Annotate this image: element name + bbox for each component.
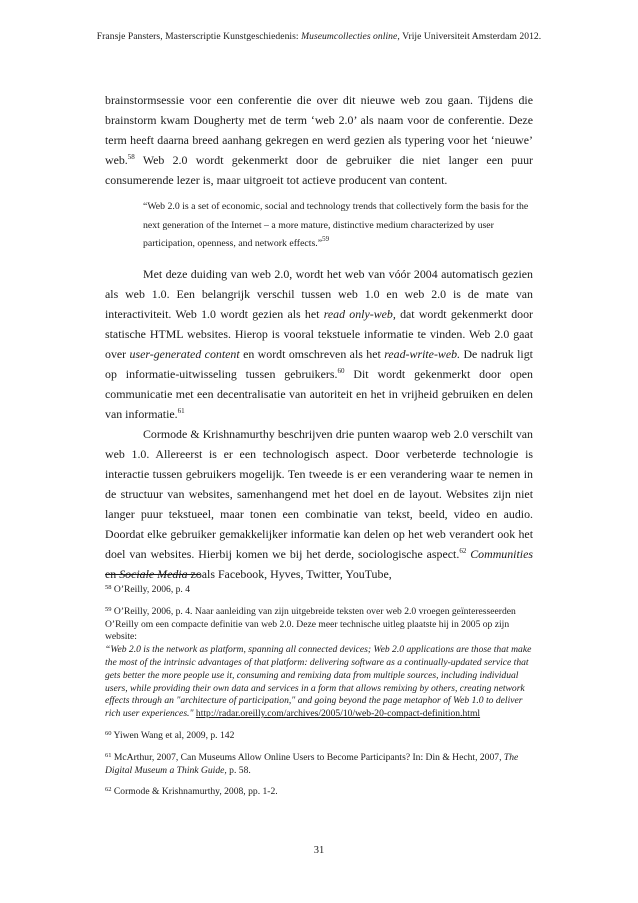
footnote-ref-61[interactable]: 61 (177, 406, 185, 415)
footnote-ref-59[interactable]: 59 (322, 235, 330, 244)
header-suffix: , Vrije Universiteit Amsterdam 2012. (397, 31, 542, 42)
oreilly-link[interactable]: http://radar.oreilly.com/archives/2005/10/web-20-compact-definition.html (195, 708, 481, 720)
running-header (0, 31, 638, 42)
footnote-divider (105, 574, 200, 575)
footnote-text: O’Reilly, 2006, p. 4 (111, 584, 191, 595)
paragraph-1-text: brainstormsessie voor een conferentie die over dit nieuwe web zou gaan. Tijdens die brainstorm kwam Dougherty met de term ‘web 2.0’ als naam voor de conferentie. Deze term heeft daarna breed aanhang gekregen en werd gezien als typering voor het ‘nieuwe’ web. (105, 93, 533, 167)
footnote-60 (105, 730, 533, 743)
footnote-number: 58 (105, 584, 112, 591)
paragraph-2 (105, 264, 533, 424)
footnote-text: McArthur, 2007, Can Museums Allow Online Users to Become Participants? In: Din & Hecht, 2007, (111, 751, 504, 763)
footnote-61 (105, 752, 533, 778)
footnote-text-after: p. 58. (226, 764, 251, 776)
footnote-number: 61 (105, 751, 112, 759)
header-prefix: Fransje Pansters, Masterscriptie Kunstgeschiedenis: (96, 31, 302, 42)
p2-italic-1: read only-web, (323, 306, 396, 321)
footnote-text: Yiwen Wang et al, 2009, p. 142 (111, 729, 235, 741)
paragraph-1-text-after: Web 2.0 wordt gekenmerkt door de gebruiker die niet langer een puur consumerende lezer is, maar uitgroeit tot actieve producent van content. (105, 153, 533, 187)
footnote-number: 59 (105, 605, 112, 613)
p3-text-3: zoals Facebook, Hyves, Twitter, YouTube, (187, 566, 392, 581)
footnote-book-title: The Digital Museum a Think Guide, (105, 751, 519, 776)
p2-italic-3: read-write-web. (384, 346, 461, 361)
quote-text: “Web 2.0 is a set of economic, social and technology trends that collectively form the basis for the next generation of the Internet – a more mature, distinctive medium characterized by user participation, openness, and network effects.” (143, 201, 529, 250)
page-number: 31 (313, 845, 325, 856)
footnote-62 (105, 786, 533, 799)
footnotes (105, 584, 533, 808)
p3-text-2: en (105, 566, 120, 581)
footnote-58 (105, 584, 533, 597)
p3-italic-1: Communities (470, 546, 533, 561)
p3-text-1: Cormode & Krishnamurthy beschrijven drie punten waarop web 2.0 verschilt van web 1.0. Allereerst is er een technologisch aspect. Door verbeterde technologie is interactie tussen gebruikers mogelijk. Ten tweede is er een verandering waar te nemen in de structuur van websites, samenhangend met het doel en de layout. Websites zijn niet langer puur tekstueel, maar tonen een combinatie van tekst, beeld, video en audio. Doordat elke gebruiker gemakkelijker informatie kan delen op het web verandert ook het doel van websites. Hierbij komen we bij het derde, sociologische aspect. (105, 426, 533, 561)
p3-italic-2: Sociale Media (119, 566, 188, 581)
block-quote (143, 198, 533, 254)
footnote-quote: “Web 2.0 is the network as platform, spanning all connected devices; Web 2.0 applications are those that make the most of the intrinsic advantages of that platform: delivering software as a continually-updated service that gets better the more people use it, consuming and remixing data from multiple sources, including individual users, while providing their own data and services in a form that allows remixing by others, creating network effects through an "architecture of participation," and going beyond the page metaphor of Web 1.0 to deliver rich user experiences." (105, 644, 532, 720)
p2-text-2: dat wordt gekenmerkt door statische HTML websites. Hierop is vooral tekstuele informatie te vinden. Web 2.0 gaat over (105, 306, 533, 361)
footnote-number: 62 (105, 786, 112, 794)
footnote-ref-62[interactable]: 62 (459, 546, 467, 555)
p2-text-3: en wordt omschreven als het (239, 346, 385, 361)
footnote-text: Cormode & Krishnamurthy, 2008, pp. 1-2. (111, 786, 278, 798)
footnote-ref-58[interactable]: 58 (127, 153, 135, 161)
p2-italic-2: user-generated content (129, 346, 240, 361)
header-title-italic: Museumcollecties online (301, 31, 398, 42)
footnote-text: O’Reilly, 2006, p. 4. Naar aanleiding van zijn uitgebreide teksten over web 2.0 vroegen geïnteresseerden O’Reilly om een compacte definitie van web 2.0. Deze meer technische uitleg plaatste hij in 2005 op zijn website: (105, 605, 516, 643)
p2-text-1: Met deze duiding van web 2.0, wordt het web van vóór 2004 automatisch gezien als web 1.0. Een belangrijk verschil tussen web 1.0 en web 2.0 is de mate van interactiviteit. Web 1.0 wordt gezien als het (105, 266, 533, 321)
p2-text-5: Dit wordt gekenmerkt door open communicatie met een decentralisatie van autoriteit en het in vrijheid gebruiken en delen van informatie. (105, 366, 533, 421)
p2-text-4: De nadruk ligt op informatie-uitwisseling tussen gebruikers. (105, 346, 533, 381)
footnote-59 (105, 606, 533, 721)
footnote-number: 60 (105, 729, 112, 737)
footnote-ref-60[interactable]: 60 (337, 366, 345, 375)
body-text (105, 90, 533, 584)
paragraph-3 (105, 424, 533, 584)
paragraph-1 (105, 90, 533, 190)
